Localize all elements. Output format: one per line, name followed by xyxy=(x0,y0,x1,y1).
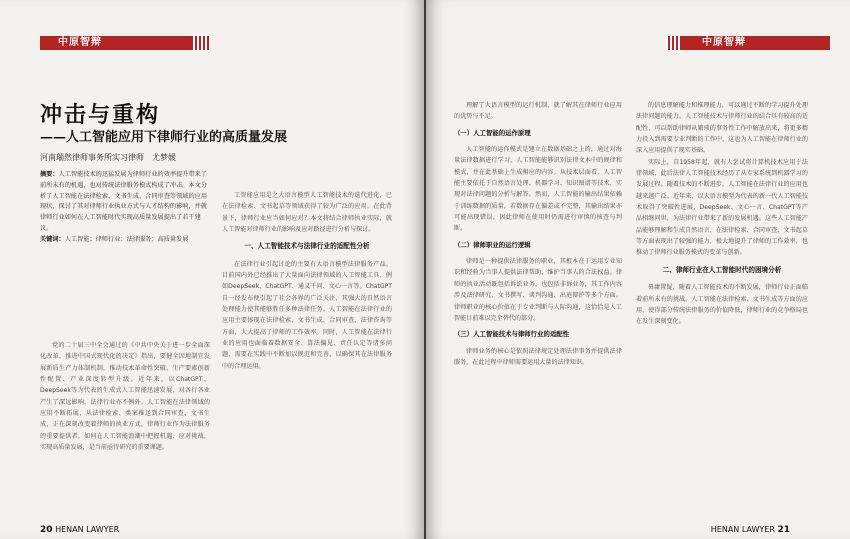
page-number: 21 xyxy=(777,525,790,535)
right-column-1 xyxy=(454,100,622,368)
body-paragraph: 人工智能的运作模式是建立在数据基础之上的，通过对海量法律数据进行学习，人工智能能够识别法律文本中的规律和模式，并在此基础上生成相应的内容。从技术层面看，人工智能主要依托于自然语言处理、机器学习、知识图谱等技术，实现对法律问题的分析与解答。然而，人工智能的输出结果依赖于训练数据的质量，若数据存在偏差或不完整，其输出结果亦可能出现错误，因此律师在使用时仍需进行审慎的核查与判断。 xyxy=(454,146,622,233)
body-paragraph: 毋庸置疑，随着人工智能技术的不断发展，律师行业正面临着前所未有的挑战。人工智能在法律检索、文书生成等方面的应用，使得部分传统法律服务的价值降低，律师行业的竞争格局也在发生深刻变化。 xyxy=(636,284,808,326)
section-banner xyxy=(682,36,830,50)
body-paragraph: 党的二十届三中全会通过的《中共中央关于进一步全面深化改革、推进中国式现代化的决定》指出，要健全因地制宜发展新质生产力体制机制，推动技术革命性突破、生产要素创新性配置、产业深度转型升级。近年来，以ChatGPT、DeepSeek等为代表的生成式人工智能迅速发展，对各行各业产生了深远影响，法律行业亦不例外。人工智能在法律领域的应用不断拓展，从法律检索、类案推送到合同审查、文书生成，正在深刻改变着律师的执业方式。律师行业作为法律服务的重要提供者，如何在人工智能浪潮中把握机遇、应对挑战，实现高质量发展，是当前亟待研究的重要课题。 xyxy=(40,342,210,452)
body-paragraph: 工智能应用是之大语言模型人工智能技术的迭代进化，已在法律检索、文书起草等领域获得了较为广泛的应用。在此背景下，律师行业应当如何应对？本文将结合律师执业实际，就人工智能对律师行业的影响及应对路径进行分析与探讨。 xyxy=(222,192,392,234)
body-paragraph: 实际上，自1958年起，就有人尝试将计算机技术应用于法律领域，此后法律人工智能技术经历了从专家系统到机器学习的发展过程。随着技术的不断进步，人工智能在法律行业的应用也越来越广泛。近年来，以大语言模型为代表的新一代人工智能技术取得了突破性进展，DeepSeek、文心一言、ChatGPT等产品相继问世，为法律行业带来了新的发展机遇。这些人工智能产品能够理解和生成自然语言，在法律检索、合同审查、文书起草等方面表现出了较强的能力，极大地提升了律师的工作效率，也推动了律师行业服务模式的变革与创新。 xyxy=(636,158,808,257)
page-folio-left xyxy=(40,525,119,535)
section-banner-label: 中原智辩 xyxy=(58,37,102,48)
abstract-block xyxy=(40,170,208,246)
right-page xyxy=(426,0,850,539)
subheading-3: （三）人工智能技术与律师行业的适配性 xyxy=(454,330,570,339)
body-paragraph: 律师业务的核心是依照法律规定处理法律事务并提供法律服务，在此过程中律师需要运用大量的法律知识。 xyxy=(454,347,622,366)
subheading-2: （二）律师职业的运行逻辑 xyxy=(454,240,531,249)
subheading-1: （一）人工智能的运作原理 xyxy=(454,128,531,137)
keywords-text: 人工智能；律师行业；法律服务；高质量发展 xyxy=(64,235,189,243)
body-paragraph: 理解了大语言模型的运行机制，就了解其在律师行业应用的优势与不足。 xyxy=(454,102,622,121)
banner-stripe-decoration xyxy=(193,36,209,50)
author-line: 河南瑞然律师事务所实习律师 尤梦媛 xyxy=(40,153,176,162)
article-subtitle: ——人工智能应用下律师行业的高质量发展 xyxy=(40,130,288,145)
article-title: 冲击与重构 xyxy=(40,102,161,128)
body-paragraph: 在法律行业引起讨论的主要有大语言模型法律服务产品。目前国内外已经推出了大量面向法律领域的人工智能工具，例如DeepSeek、ChatGPT、通义千问、文心一言等。ChatGPT自一经发布便引起了社会各界的广泛关注，其强大的自然语言处理能力使其能够胜任多种法律任务。人工智能在法律行业的应用主要体现在法律检索、文书生成、合同审查、法律咨询等方面，大大提高了律师的工作效率。同时，人工智能在法律行业的应用也面临着数据安全、算法偏见、责任认定等诸多问题，需要在实践中不断加以规范和完善，以确保其在法律服务中的合理运用。 xyxy=(222,260,392,370)
section-heading-2: 二、律师行业在人工智能时代的困境分析 xyxy=(662,265,782,274)
right-column-2 xyxy=(636,100,808,328)
section-banner-label: 中原智辩 xyxy=(702,37,746,48)
page-folio-right xyxy=(711,525,790,535)
magazine-name: HENAN LAWYER xyxy=(710,525,775,534)
keywords-label: 关键词： xyxy=(40,235,65,243)
section-banner xyxy=(40,36,193,50)
left-column-2 xyxy=(222,190,392,372)
page-number: 20 xyxy=(40,525,53,535)
section-heading-1: 一、人工智能技术与法律行业的适配性分析 xyxy=(244,242,370,251)
magazine-name: HENAN LAWYER xyxy=(55,525,120,534)
body-paragraph: 律师是一种提供法律服务的职业，其根本在于运用专业知识和经验为当事人提供法律帮助，维护当事人的合法权益。律师的执业活动既包括诉讼业务，也包括非诉业务，其工作内容涉及法律研究、文书撰写、谈判沟通、出庭辩护等多个方面。律师职业的核心价值在于专业判断与人际沟通，这恰恰是人工智能目前难以完全替代的部分。 xyxy=(454,258,622,322)
body-paragraph: 的信息理解能力和推理能力，可以通过不断的学习提升处理法律问题的能力。人工智能技术与律师行业的结合具有较高的适配性，可以帮助律师从繁琐的事务性工作中解放出来，将更多精力投入到需要专业判断的工作中，这也为人工智能在律师行业的深入应用提供了现实基础。 xyxy=(636,102,808,155)
banner-stripe-decoration xyxy=(666,36,682,50)
abstract-text: 人工智能技术的迅猛发展为律师行业的效率提升带来了前所未有的机遇，也对传统法律服务模式构成了冲击。本文分析了人工智能在法律检索、文书生成、合同审查等领域的应用现状，探讨了其对律师行业执业方式与人才结构的影响，并就律师行业如何在人工智能时代实现高质量发展提出了若干建议。 xyxy=(40,171,208,232)
left-column-1 xyxy=(40,340,210,453)
left-page xyxy=(0,0,424,539)
abstract-label: 摘要： xyxy=(40,171,59,178)
